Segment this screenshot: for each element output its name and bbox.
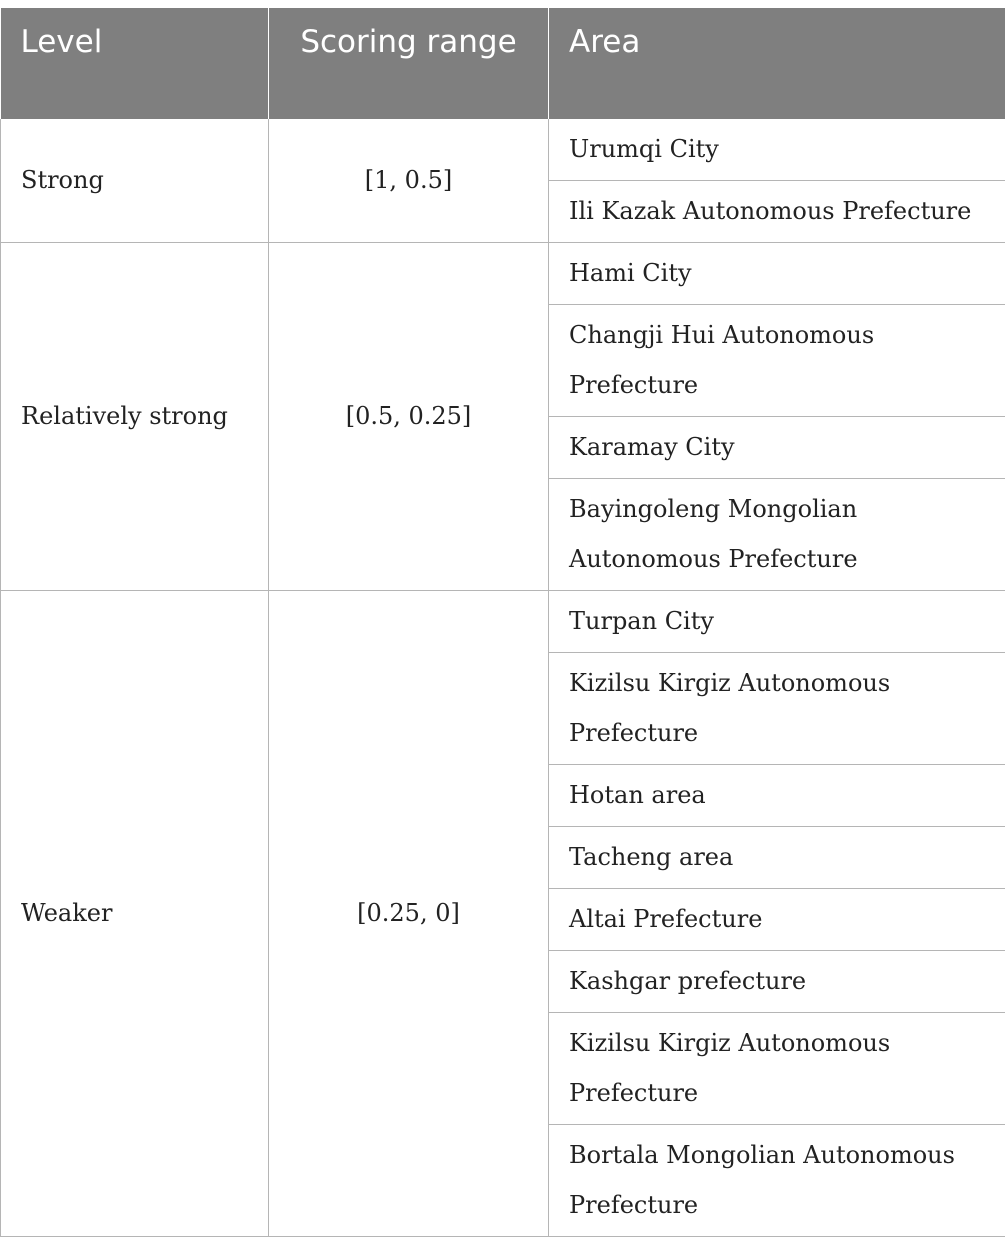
area-cell: Altai Prefecture xyxy=(549,889,1005,951)
area-cell: Kizilsu Kirgiz Autonomous Prefecture xyxy=(549,1013,1005,1125)
scoring-range-cell: [1, 0.5] xyxy=(269,119,549,243)
area-cell: Changji Hui Autonomous Prefecture xyxy=(549,305,1005,417)
level-cell: Strong xyxy=(1,119,269,243)
table-body xyxy=(1,119,1005,1237)
area-cell: Ili Kazak Autonomous Prefecture xyxy=(549,181,1005,243)
header-area: Area xyxy=(549,8,1005,119)
table-row xyxy=(1,119,1005,181)
area-cell: Bortala Mongolian Autonomous Prefecture xyxy=(549,1125,1005,1237)
scoring-range-cell: [0.25, 0] xyxy=(269,591,549,1237)
area-cell: Kashgar prefecture xyxy=(549,951,1005,1013)
area-cell: Tacheng area xyxy=(549,827,1005,889)
area-cell: Hotan area xyxy=(549,765,1005,827)
header-row xyxy=(1,8,1005,119)
level-cell: Weaker xyxy=(1,591,269,1237)
area-cell: Bayingoleng Mongolian Autonomous Prefecture xyxy=(549,479,1005,591)
area-cell: Hami City xyxy=(549,243,1005,305)
level-cell: Relatively strong xyxy=(1,243,269,591)
table-header xyxy=(1,8,1005,119)
header-scoring-range: Scoring range xyxy=(269,8,549,119)
header-level: Level xyxy=(1,8,269,119)
area-cell: Kizilsu Kirgiz Autonomous Prefecture xyxy=(549,653,1005,765)
area-cell: Turpan City xyxy=(549,591,1005,653)
table-row xyxy=(1,243,1005,305)
area-cell: Karamay City xyxy=(549,417,1005,479)
scoring-range-cell: [0.5, 0.25] xyxy=(269,243,549,591)
table-row xyxy=(1,591,1005,653)
data-table xyxy=(0,8,1005,1237)
area-cell: Urumqi City xyxy=(549,119,1005,181)
